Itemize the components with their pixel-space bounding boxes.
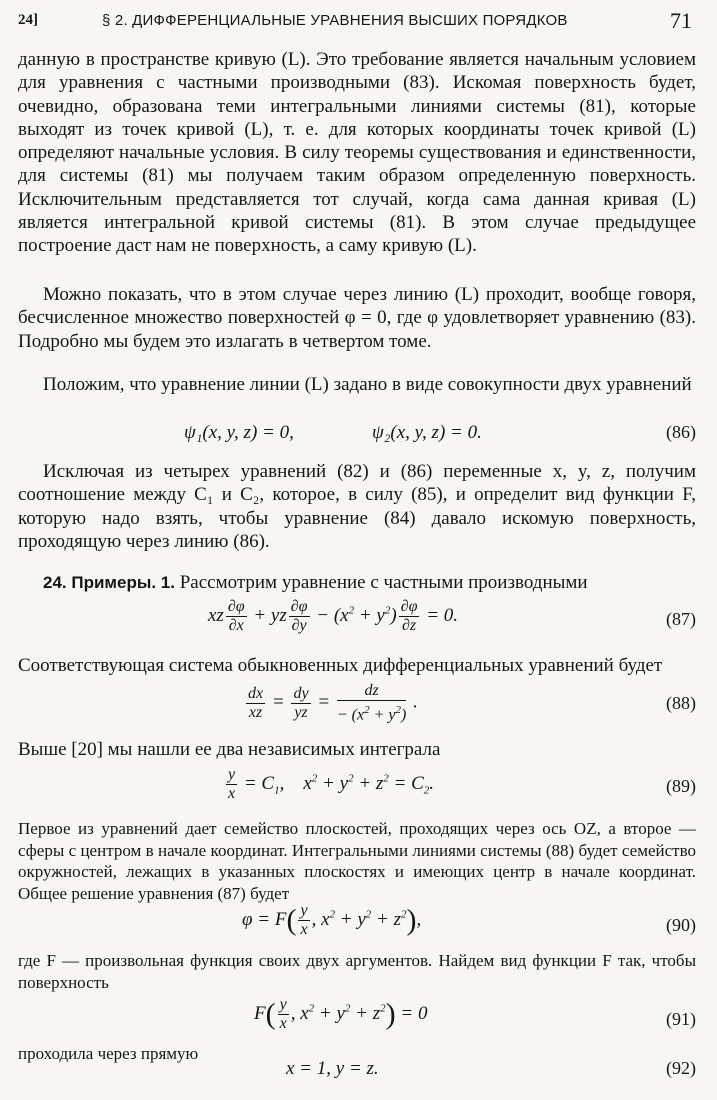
eq88-number: (88): [666, 693, 696, 713]
page: [18, 0, 696, 1100]
page-number: 71: [670, 8, 692, 33]
equation-89: [18, 766, 696, 810]
eq92-body: x = 1, y = z.: [286, 1058, 379, 1079]
paragraph-10: проходила через прямую: [18, 1044, 199, 1063]
eq86-right: ψ₂(x, y, z) = 0.: [372, 422, 482, 443]
equation-88: [18, 682, 696, 726]
equation-86: [18, 422, 696, 462]
paragraph-7: Выше [20] мы нашли ее два независимых интеграла: [18, 739, 441, 760]
running-header: [18, 8, 696, 34]
equation-87: [18, 598, 696, 642]
eq91-number: (91): [666, 1009, 696, 1029]
chapter-title: § 2. ДИФФЕРЕНЦИАЛЬНЫЕ УРАВНЕНИЯ ВЫСШИХ ПОРЯДКОВ: [102, 12, 568, 29]
paragraph-6: Соответствующая система обыкновенных дифференциальных уравнений будет: [18, 655, 663, 676]
paragraph-9: где F — произвольная функция своих двух аргументов. Найдем вид функции F так, чтобы поверхность: [18, 951, 696, 992]
equation-92: [18, 1058, 696, 1088]
equation-91: [18, 996, 696, 1042]
section-heading: 24. Примеры. 1.: [43, 573, 175, 592]
paragraph-4: Исключая из четырех уравнений (82) и (86) переменные x, y, z, получим соотношение между C₁ и C₂, которое, в силу (85), и определит вид функции F, которую надо взять, чтобы уравнение (84) давало искомую поверхность, проходящую через линию (86).: [18, 461, 696, 552]
paragraph-1: данную в пространстве кривую (L). Это требование является начальным условием для уравнения с частными производными (83). Искомая поверхность будет, очевидно, образована теми интегральными линиями системы (81), которые выходят из точек кривой (L), т. е. для которых координаты точек кривой (L) определяют начальные условия. В силу теоремы существования и единственности, для системы (81) мы получаем таким образом определенную поверхность. Исключительным представляется тот случай, когда сама данная кривая (L) является интегральной кривой системы (81). В этом случае предыдущее построение даст нам не поверхность, а саму кривую (L).: [18, 49, 696, 257]
eq88-body: $\frac{dx}{xz}$ = $\frac{dy}{yz}$ = $\frac{dz}{- (x^2 + y^2)}$ .: [248, 682, 418, 724]
eq86-number: (86): [666, 422, 696, 442]
eq90-number: (90): [666, 915, 696, 935]
eq87-number: (87): [666, 609, 696, 629]
section-mark: 24]: [18, 12, 38, 28]
paragraph-5: 24. Примеры. 1. Рассмотрим уравнение с частными производными: [43, 572, 588, 593]
eq92-number: (92): [666, 1058, 696, 1078]
paragraph-3: Положим, что уравнение линии (L) задано в виде совокупности двух уравнений: [43, 374, 692, 395]
paragraph-8: Первое из уравнений дает семейство плоскостей, проходящих через ось OZ, а второе — сферы с центром в начале координат. Интегральными линиями системы (88) будет семейство окружностей, лежащих в указанных плоскостях и имеющих центр в начале координат. Общее решение уравнения (87) будет: [18, 819, 696, 903]
eq90-body: φ = F( $\frac{y}{x}$ , $x^2 + y^2 + z^2$),: [242, 902, 422, 938]
equation-90: [18, 902, 696, 948]
eq91-body: F( $\frac{y}{x}$ , $x^2 + y^2 + z^2) = 0$: [254, 996, 428, 1032]
paragraph-2: Можно показать, что в этом случае через линию (L) проходит, вообще говоря, бесчисленное множество поверхностей φ = 0, где φ удовлетворяет уравнению (83). Подробно мы будем это излагать в четвертом томе.: [18, 284, 696, 352]
eq89-body: $\frac{y}{x}$ = $C_1$, $x^2 + y^2 + z^2 = C_2$.: [228, 766, 435, 802]
eq89-number: (89): [666, 776, 696, 796]
eq87-body: xz $\frac{\partial\varphi}{\partial x}$ + yz $\frac{\partial\varphi}{\partial y}$ − $(x^2 + y^2)$ $\frac{\partial\varphi}{\partial z}$ = 0.: [208, 598, 459, 634]
eq86-left: ψ₁(x, y, z) = 0,: [184, 422, 294, 443]
